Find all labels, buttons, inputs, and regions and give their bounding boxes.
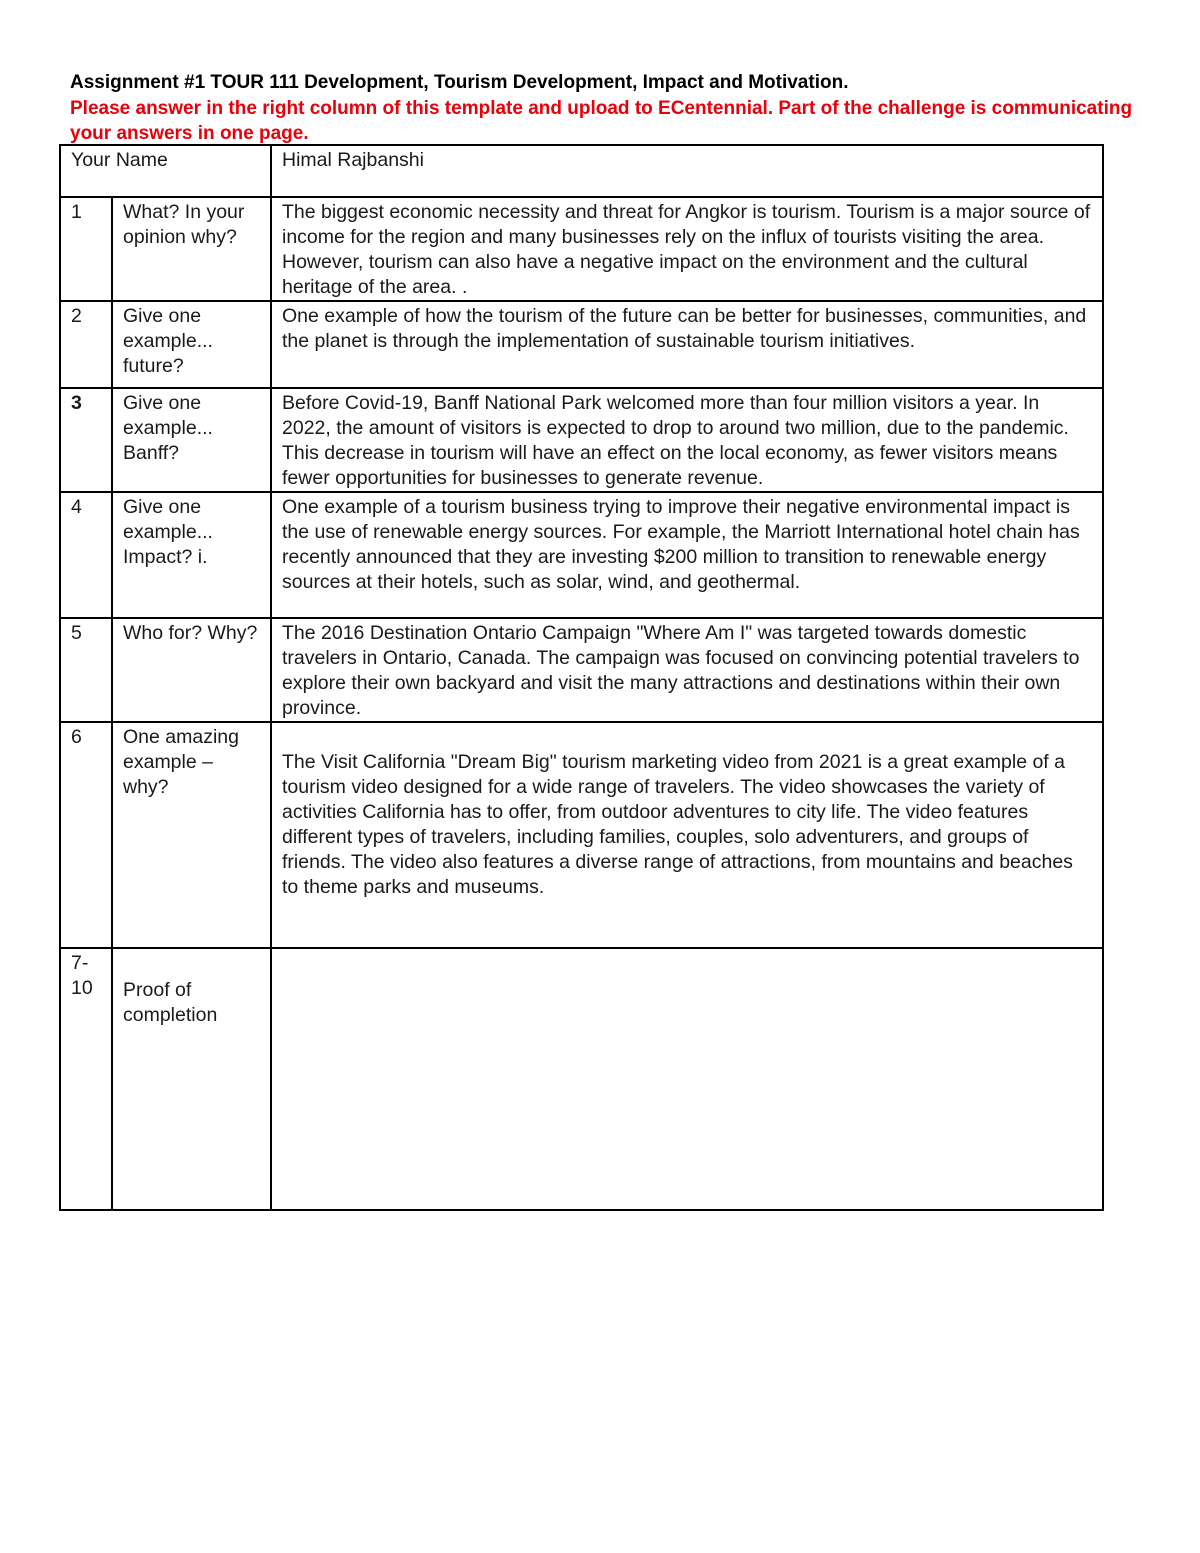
answer-cell[interactable]: Before Covid-19, Banff National Park welcomed more than four million visitors a year. In 2022, the amount of visitors is expected to drop to around two million, due to the pandemic. This decrease in tourism will have an effect on the local economy, as fewer visitors means fewer opportunities for businesses to generate revenue.	[271, 388, 1103, 492]
proof-of-completion-area[interactable]	[271, 948, 1103, 1210]
question-prompt: Proof of completion	[123, 979, 218, 1026]
table-row	[60, 948, 1103, 1210]
question-prompt-cell	[112, 948, 271, 1210]
question-number: 6	[60, 722, 112, 948]
answer-cell[interactable]: One example of how the tourism of the future can be better for businesses, communities, and the planet is through the implementation of sustainable tourism initiatives.	[271, 301, 1103, 388]
answer-cell[interactable]: The Visit California "Dream Big" tourism marketing video from 2021 is a great example of a tourism video designed for a wide range of travelers. The video showcases the variety of activities California has to offer, from outdoor adventures to city life. The video features different types of travelers, including families, couples, solo adventurers, and groups of friends. The video also features a diverse range of attractions, from mountains and beaches to theme parks and museums.	[271, 722, 1103, 948]
answer-table	[59, 144, 1104, 1211]
assignment-instructions: Please answer in the right column of this template and upload to ECentennial. Part of the challenge is communicating your answers in one page.	[70, 98, 1133, 144]
question-prompt: Give one example... Impact? i.	[112, 492, 271, 618]
name-value[interactable]: Himal Rajbanshi	[271, 145, 1103, 197]
question-number: 3	[60, 388, 112, 492]
table-row	[60, 388, 1103, 492]
question-prompt: Who for? Why?	[112, 618, 271, 722]
question-number: 4	[60, 492, 112, 618]
answer-cell[interactable]: The biggest economic necessity and threat for Angkor is tourism. Tourism is a major source of income for the region and many businesses rely on the influx of tourists visiting the area. However, tourism can also have a negative impact on the environment and the cultural heritage of the area. .	[271, 197, 1103, 301]
assignment-title: Assignment #1 TOUR 111 Development, Tourism Development, Impact and Motivation.	[70, 72, 849, 93]
table-row	[60, 618, 1103, 722]
question-prompt: Give one example... Banff?	[112, 388, 271, 492]
question-prompt: What? In your opinion why?	[112, 197, 271, 301]
question-prompt: Give one example... future?	[112, 301, 271, 388]
document-header	[70, 70, 1140, 146]
question-number: 5	[60, 618, 112, 722]
question-number: 7-10	[60, 948, 112, 1210]
table-row	[60, 492, 1103, 618]
table-row	[60, 301, 1103, 388]
table-row	[60, 722, 1103, 948]
table-row	[60, 197, 1103, 301]
question-prompt: One amazing example – why?	[112, 722, 271, 948]
question-number: 1	[60, 197, 112, 301]
name-label: Your Name	[60, 145, 271, 197]
name-row	[60, 145, 1103, 197]
answer-cell[interactable]: The 2016 Destination Ontario Campaign "Where Am I" was targeted towards domestic travelers in Ontario, Canada. The campaign was focused on convincing potential travelers to explore their own backyard and visit the many attractions and destinations within their own province.	[271, 618, 1103, 722]
answer-cell[interactable]: One example of a tourism business trying to improve their negative environmental impact is the use of renewable energy sources. For example, the Marriott International hotel chain has recently announced that they are investing $200 million to transition to renewable energy sources at their hotels, such as solar, wind, and geothermal.	[271, 492, 1103, 618]
question-number: 2	[60, 301, 112, 388]
